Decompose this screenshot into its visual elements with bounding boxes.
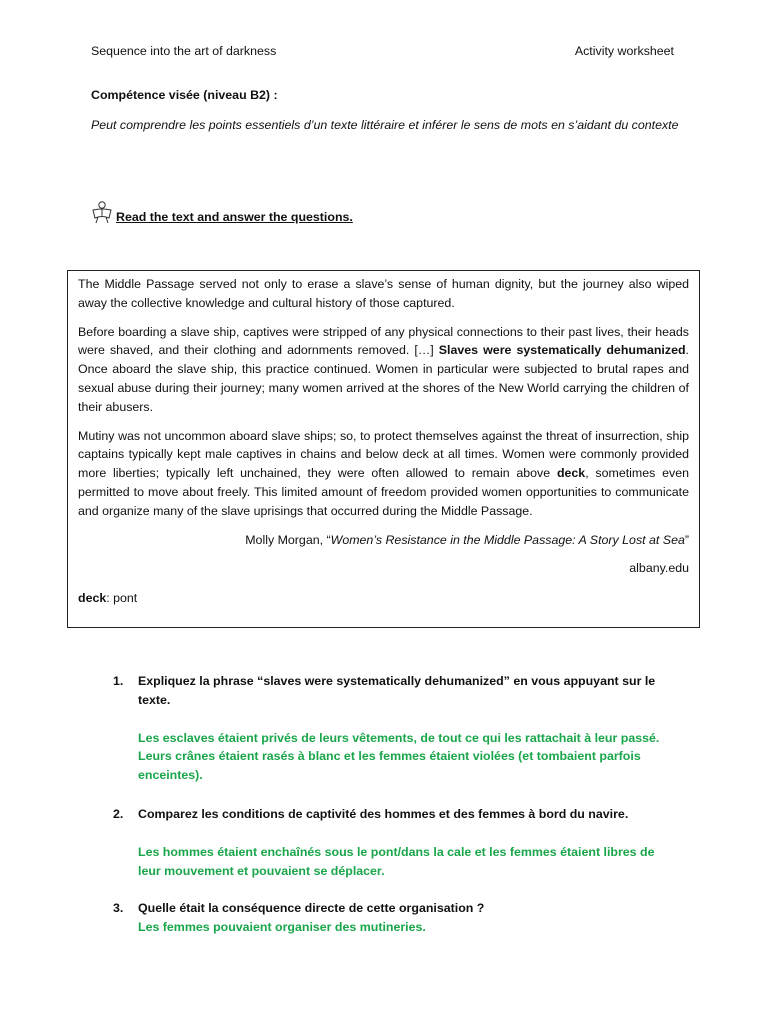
header-right-text: Activity worksheet bbox=[574, 44, 674, 58]
question-text: Quelle était la conséquence directe de cette organisation ? bbox=[138, 901, 485, 916]
passage-glossary bbox=[78, 589, 689, 608]
passage-source: albany.edu bbox=[629, 561, 689, 576]
passage-p2-bold: Slaves were systematically dehumanized bbox=[438, 343, 686, 358]
header-left-text: Sequence into the art of darkness bbox=[91, 44, 277, 58]
answer-2: Les hommes étaient enchaînés sous le pont/dans la cale et les femmes étaient libres de leur mouvement et pouvaient se déplacer. bbox=[138, 844, 655, 878]
question-text: Comparez les conditions de captivité des hommes et des femmes à bord du navire. bbox=[138, 806, 629, 821]
passage-paragraph-2 bbox=[78, 323, 689, 417]
passage-p2-start: Before boarding a slave ship, captives were stripped of any physical connections to their past lives, their heads were shaved, and their clothing and adornments removed. […] bbox=[78, 324, 689, 358]
instruction bbox=[91, 200, 353, 227]
glossary-term: deck bbox=[78, 591, 107, 606]
attribution-close: ” bbox=[684, 532, 689, 547]
question-number: 1. bbox=[113, 674, 124, 688]
questions-list bbox=[113, 672, 673, 937]
question-text: Expliquez la phrase “slaves were systematically dehumanized” en vous appuyant sur le texte. bbox=[138, 674, 656, 707]
passage-attribution bbox=[78, 531, 689, 550]
question-number: 2. bbox=[113, 806, 124, 821]
passage-paragraph-1: The Middle Passage served not only to erase a slave’s sense of human dignity, but the journey also wiped away the collective knowledge and cultural history of those captured. bbox=[78, 277, 689, 310]
passage-p3-bold: deck bbox=[556, 466, 586, 481]
competence-title: Compétence visée (niveau B2) : bbox=[91, 88, 278, 102]
passage-box bbox=[67, 270, 700, 628]
question-2 bbox=[113, 805, 673, 824]
passage-paragraph-3 bbox=[78, 427, 689, 521]
glossary-definition: : pont bbox=[106, 591, 138, 606]
competence-description: Peut comprendre les points essentiels d’un texte littéraire et inférer le sens de mots en s’aidant du contexte bbox=[91, 118, 679, 132]
passage-p2-end: . Once aboard the slave ship, this practice continued. Women in particular were subjected to brutal rapes and sexual abuse during their journey; many women arrived at the shores of the New World carrying the children of their abusers. bbox=[78, 343, 689, 414]
attribution-title: Women’s Resistance in the Middle Passage: A Story Lost at Sea bbox=[330, 532, 685, 547]
question-1 bbox=[113, 672, 673, 710]
passage-p3-start: Mutiny was not uncommon aboard slave ships; so, to protect themselves against the threat of insurrection, ship captains typically kept male captives in chains and below deck at all times. Women were commonly provided more liberties; typically left unchained, they were often allowed to remain above bbox=[78, 428, 689, 481]
question-number: 3. bbox=[113, 901, 124, 916]
attribution-author: Molly Morgan, “ bbox=[245, 532, 331, 547]
answer-1: Les esclaves étaient privés de leurs vêtements, de tout ce qui les rattachait à leur passé. Leurs crânes étaient rasés à blanc et les femmes étaient violées (et tombaient parfois enceintes). bbox=[138, 730, 660, 783]
answer-3: Les femmes pouvaient organiser des mutineries. bbox=[138, 920, 426, 935]
reading-person-icon bbox=[91, 200, 113, 224]
instruction-label: Read the text and answer the questions. bbox=[116, 210, 353, 224]
question-3 bbox=[113, 899, 673, 918]
passage-p3-end: , sometimes even permitted to move about freely. This limited amount of freedom provided women opportunities to communicate and organize many of the slave uprisings that occurred during the Middle Passage. bbox=[78, 466, 689, 518]
